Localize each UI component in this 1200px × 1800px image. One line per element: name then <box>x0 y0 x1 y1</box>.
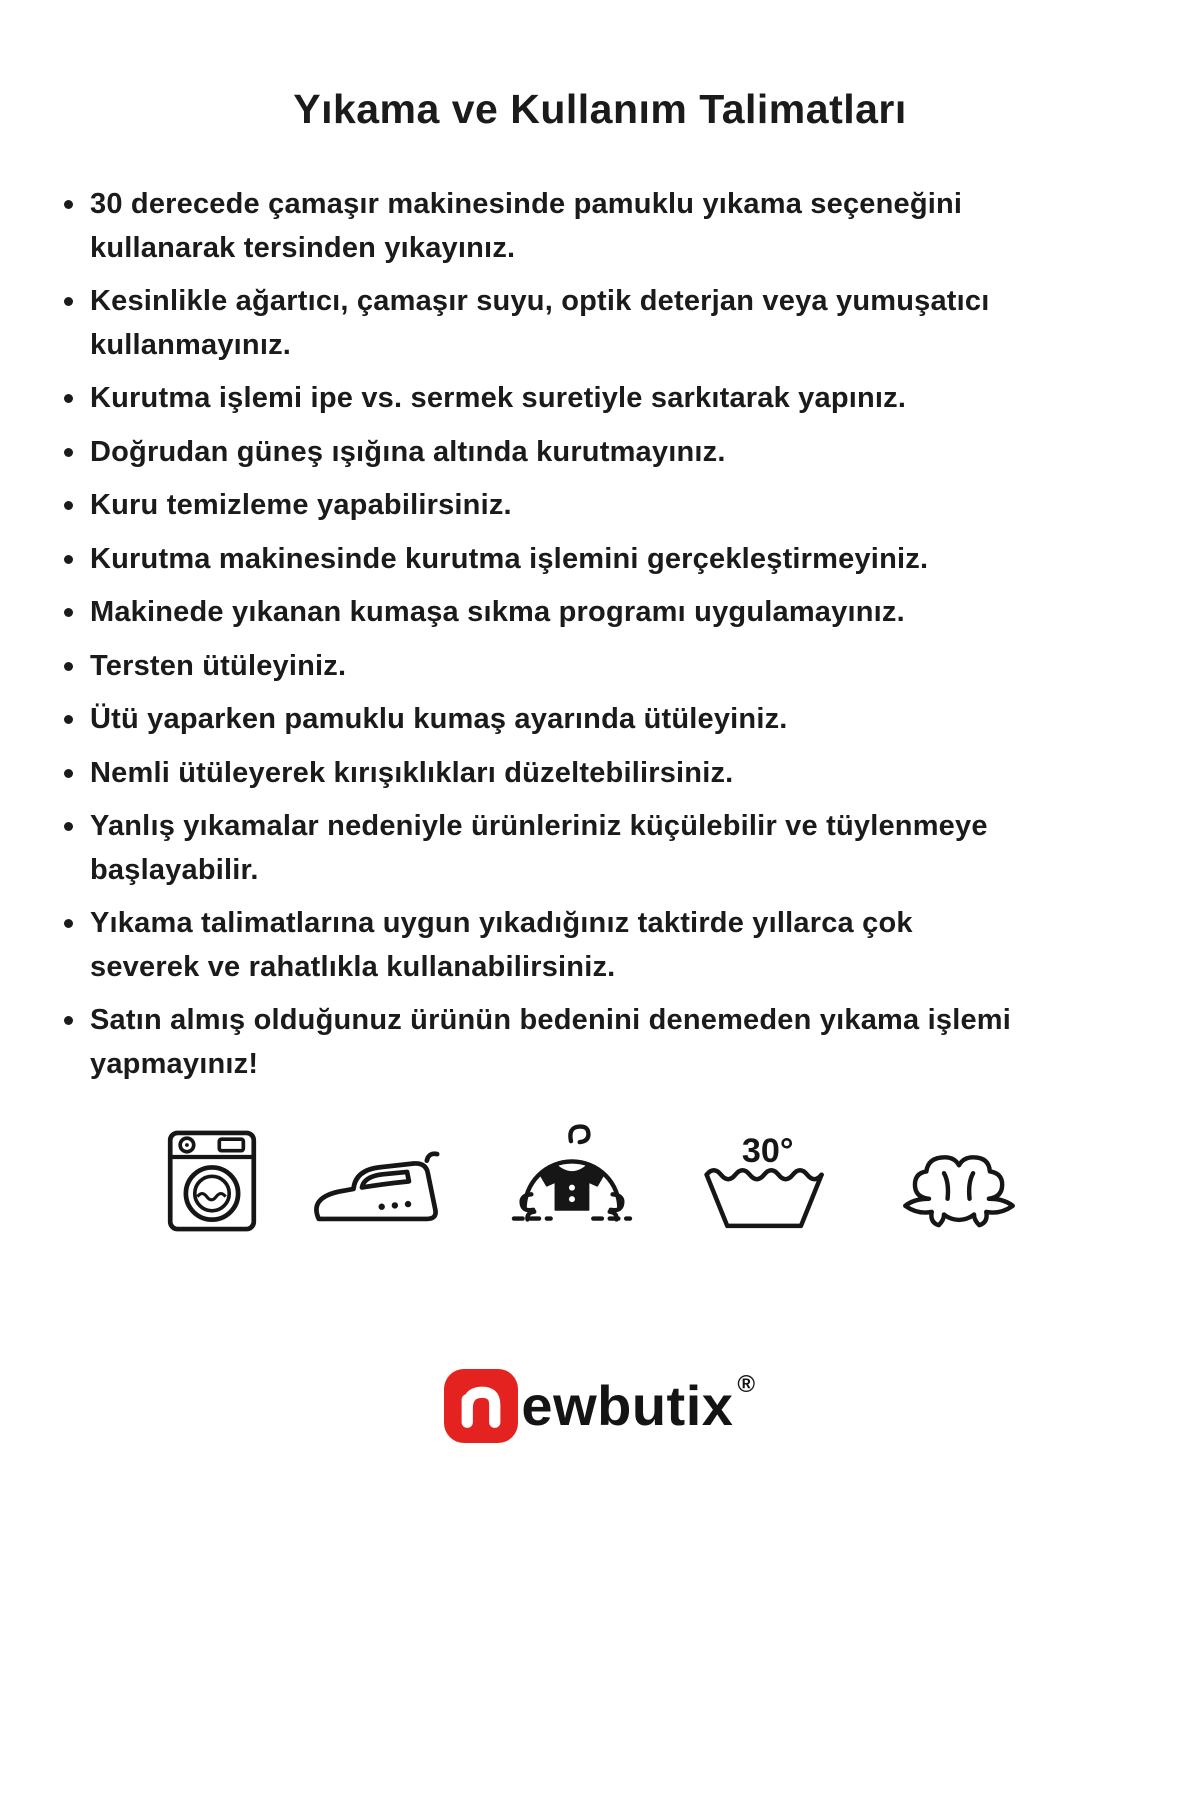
list-item: Kurutma makinesinde kurutma işlemini gerçekleştirmeyiniz. <box>58 538 1018 582</box>
list-item: 30 derecede çamaşır makinesinde pamuklu yıkama seçeneğini kullanarak tersinden yıkayınız. <box>58 183 1018 270</box>
list-item: Yanlış yıkamalar nedeniyle ürünleriniz küçülebilir ve tüylenmeye başlayabilir. <box>58 805 1018 892</box>
list-item: Ütü yaparken pamuklu kumaş ayarında ütüleyiniz. <box>58 698 1018 742</box>
brand-logo-mark <box>444 1369 518 1443</box>
cotton-icon <box>883 1130 1035 1234</box>
list-item: Doğrudan güneş ışığına altında kurutmayınız. <box>58 431 1018 475</box>
list-item: Satın almış olduğunuz ürünün bedenini denemeden yıkama işlemi yapmayınız! <box>58 999 1018 1086</box>
wash-basin-30-icon <box>689 1128 841 1234</box>
list-item: Nemli ütüleyerek kırışıklıkları düzeltebilirsiniz. <box>58 752 1018 796</box>
brand-n-icon <box>456 1381 506 1431</box>
list-item: Yıkama talimatlarına uygun yıkadığınız taktirde yıllarca çok severek ve rahatlıkla kullanabilirsiniz. <box>58 902 1018 989</box>
iron-icon <box>301 1140 453 1234</box>
wash-temp-label: 30° <box>741 1132 794 1171</box>
brand-name-text: ewbutix <box>521 1374 734 1438</box>
list-item: Makinede yıkanan kumaşa sıkma programı uygulamayınız. <box>58 591 1018 635</box>
washing-machine-icon <box>165 1128 259 1234</box>
page-title: Yıkama ve Kullanım Talimatları <box>293 86 907 132</box>
list-item: Kurutma işlemi ipe vs. sermek suretiyle sarkıtarak yapınız. <box>58 377 1018 421</box>
registered-mark: ® <box>737 1371 756 1399</box>
list-item: Tersten ütüleyiniz. <box>58 645 1018 689</box>
care-icons-row <box>58 1116 1142 1234</box>
brand-logo <box>58 1369 1142 1443</box>
list-item: Kuru temizleme yapabilirsiniz. <box>58 484 1018 528</box>
instructions-list <box>58 183 1018 1086</box>
brand-name <box>521 1370 755 1442</box>
steam-shirt-icon <box>495 1116 647 1234</box>
list-item: Kesinlikle ağartıcı, çamaşır suyu, optik deterjan veya yumuşatıcı kullanmayınız. <box>58 280 1018 367</box>
